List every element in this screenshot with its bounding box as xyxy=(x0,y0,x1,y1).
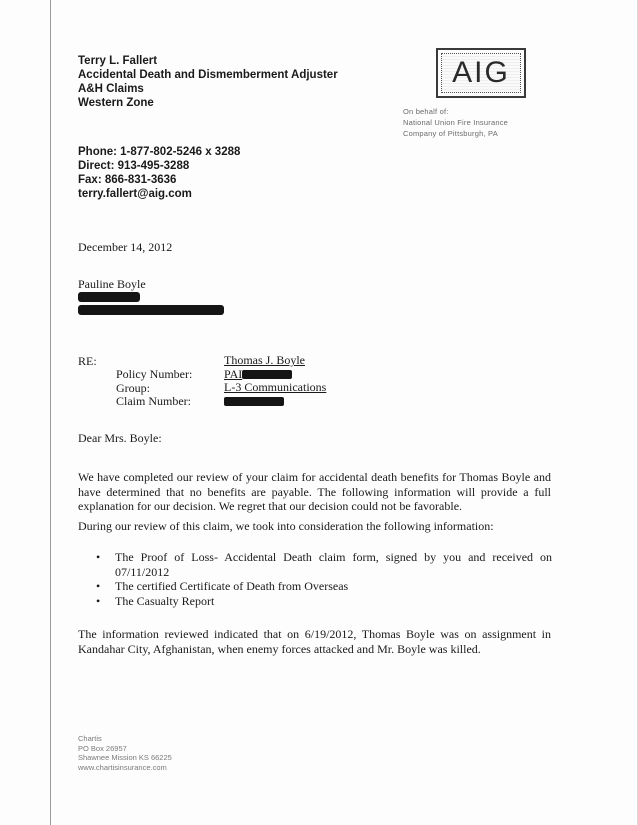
re-field-labels xyxy=(116,368,192,409)
scan-left-rule xyxy=(50,0,51,825)
list-item-text: The Proof of Loss- Accidental Death claim form, signed by you and received on 07/11/2012 xyxy=(115,550,552,579)
list-item-text: The Casualty Report xyxy=(115,593,215,608)
list-item xyxy=(94,594,552,609)
footer-address xyxy=(78,734,172,772)
contact-direct: Direct: 913-495-3288 xyxy=(78,160,190,172)
claim-number-label: Claim Number: xyxy=(116,394,191,408)
paragraph-considered-info: During our review of this claim, we took into consideration the following information: xyxy=(78,519,494,533)
sender-block xyxy=(78,54,338,110)
redaction-policy-number xyxy=(242,370,292,379)
insured-name: Thomas J. Boyle xyxy=(224,353,305,367)
policy-number-value xyxy=(224,368,326,382)
footer-city: Shawnee Mission KS 66225 xyxy=(78,753,172,762)
paragraph-review-result: We have completed our review of your claim for accidental death benefits for Thomas Boyle and have determined that no benefits are payable. The following information will provide a full explanation for our decision. We regret that our decision could not be favorable. xyxy=(78,470,551,513)
contact-block xyxy=(78,145,240,201)
on-behalf-line-2: National Union Fire Insurance xyxy=(403,118,509,127)
contact-phone: Phone: 1-877-802-5246 x 3288 xyxy=(78,146,241,158)
sender-department: A&H Claims xyxy=(78,83,144,95)
footer-website: www.chartisinsurance.com xyxy=(78,762,167,772)
list-item xyxy=(94,550,552,579)
letter-date: December 14, 2012 xyxy=(78,240,173,254)
recipient-name: Pauline Boyle xyxy=(78,277,146,291)
aig-logo-text: AIG xyxy=(441,53,521,93)
on-behalf-block xyxy=(403,106,508,139)
aig-logo xyxy=(436,48,526,98)
policy-number-prefix: PAI xyxy=(224,366,243,381)
paragraph-incident: The information reviewed indicated that on 6/19/2012, Thomas Boyle was on assignment in Kandahar City, Afghanistan, when enemy forces attacked and Mr. Boyle was killed. xyxy=(78,627,551,656)
list-item-text: The certified Certificate of Death from Overseas xyxy=(115,579,349,593)
footer-po-box: PO Box 26957 xyxy=(78,743,127,753)
sender-name: Terry L. Fallert xyxy=(78,55,158,67)
redaction-address-line-1 xyxy=(78,292,140,302)
on-behalf-line-1: On behalf of: xyxy=(403,107,449,116)
bullet-icon: • xyxy=(96,579,101,593)
list-item xyxy=(94,579,552,594)
redaction-address-line-2 xyxy=(78,305,224,315)
contact-fax: Fax: 866-831-3636 xyxy=(78,174,177,186)
re-field-values xyxy=(224,354,326,408)
claim-number-value xyxy=(224,395,326,409)
bullet-icon: • xyxy=(96,593,101,608)
group-value: L-3 Communications xyxy=(224,380,327,394)
considered-info-list xyxy=(94,550,552,608)
sender-region: Western Zone xyxy=(78,97,154,109)
bullet-icon: • xyxy=(96,550,101,564)
footer-company: Chartis xyxy=(78,734,102,743)
redaction-claim-number xyxy=(224,397,284,406)
re-label: RE: xyxy=(78,354,97,368)
recipient-block xyxy=(78,277,224,315)
salutation: Dear Mrs. Boyle: xyxy=(78,431,162,445)
sender-title: Accidental Death and Dismemberment Adjuster xyxy=(78,69,338,81)
group-label: Group: xyxy=(116,380,150,395)
on-behalf-line-3: Company of Pittsburgh, PA xyxy=(403,129,498,138)
policy-number-label: Policy Number: xyxy=(116,367,193,381)
contact-email: terry.fallert@aig.com xyxy=(78,188,192,200)
